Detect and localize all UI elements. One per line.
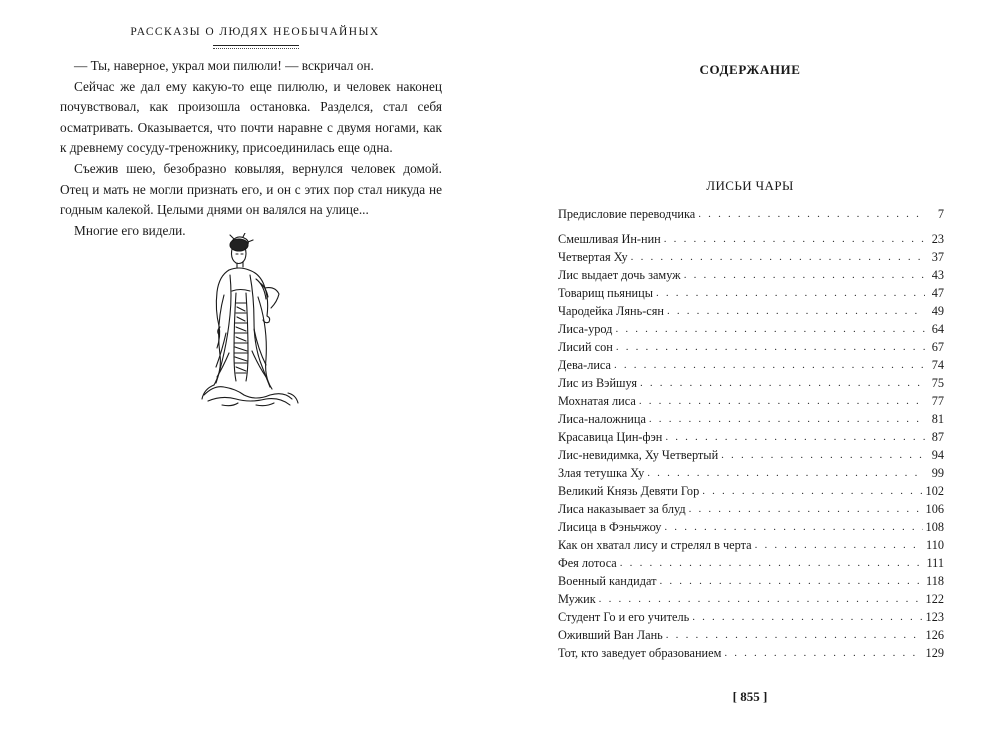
toc-entry-page: 67 [931, 340, 944, 354]
toc-entry-page: 64 [931, 322, 944, 336]
toc-entry-title: Фея лотоса [558, 556, 617, 570]
toc-entry-title: Лиса наказывает за блуд [558, 502, 686, 516]
toc-entry-page: 49 [931, 304, 944, 318]
body-text [60, 56, 442, 241]
toc-entry-title: Лисий сон [558, 340, 613, 354]
dot-leader [599, 591, 923, 607]
toc-entry-title: Лиса-наложница [558, 412, 646, 426]
toc-entry [558, 373, 944, 391]
dot-leader [664, 231, 925, 247]
toc-entry [558, 589, 944, 607]
page-number: [ 855 ] [732, 689, 768, 704]
dot-leader [689, 501, 923, 517]
toc-entry [558, 445, 944, 463]
toc-entry-page: 23 [931, 232, 944, 246]
dot-leader [640, 375, 925, 391]
toc-entry-page: 99 [931, 466, 944, 480]
toc-entry [558, 427, 944, 445]
toc-entry-title: Лиса-урод [558, 322, 613, 336]
toc-entry-page: 110 [926, 538, 944, 552]
toc-entry-page: 108 [925, 520, 944, 534]
toc-entry-title: Мужик [558, 592, 596, 606]
toc-entry-page: 118 [926, 574, 944, 588]
toc-entry [558, 643, 944, 661]
toc-entry [558, 204, 944, 222]
toc-entry-page: 106 [925, 502, 944, 516]
woman-figure-illustration [196, 233, 306, 411]
toc-entry-title: Тот, кто заведует образованием [558, 646, 722, 660]
dot-leader [639, 393, 925, 409]
dot-leader [659, 573, 923, 589]
toc-entry-title: Дева-лиса [558, 358, 611, 372]
dot-leader [755, 537, 923, 553]
toc-entry [558, 625, 944, 643]
paragraph: Многие его видели. [74, 222, 186, 238]
toc-entry [558, 319, 944, 337]
toc-entry [558, 247, 944, 265]
toc-entry-page: 87 [931, 430, 944, 444]
dot-leader [684, 267, 925, 283]
dot-leader [649, 411, 925, 427]
toc-entry-title: Смешливая Ин-нин [558, 232, 661, 246]
toc-entry [558, 463, 944, 481]
dot-leader [614, 357, 925, 373]
toc-entry [558, 265, 944, 283]
dot-leader [631, 249, 925, 265]
toc-entry-title: Лис из Вэйшуя [558, 376, 637, 390]
dot-leader [721, 447, 925, 463]
toc-entry [558, 517, 944, 535]
toc-entry-title: Лисица в Фэньчжоу [558, 520, 662, 534]
paragraph: Сейчас же дал ему какую-то еще пилюлю, и человек наконец почувствовал, как произошла остановка. Разделся, стал себя осматривать. Оказывается, что почти наравне с двумя ногами, как к древнему сосуду-треножнику, присоединилась еще одна. [60, 78, 442, 156]
toc-entry-page: 43 [931, 268, 944, 282]
toc-entry-title: Лис-невидимка, Ху Четвертый [558, 448, 719, 462]
toc-entry-page: 94 [931, 448, 944, 462]
toc-entry-title: Как он хватал лису и стрелял в черта [558, 538, 752, 552]
toc-entry [558, 229, 944, 247]
toc-entry-title: Мохнатая лиса [558, 394, 636, 408]
toc-section-title: ЛИСЬИ ЧАРЫ [706, 178, 794, 193]
dot-leader [666, 627, 923, 643]
dot-leader [647, 465, 925, 481]
dot-leader [616, 339, 925, 355]
toc-entry-title: Злая тетушка Ху [558, 466, 645, 480]
dot-leader [620, 555, 924, 571]
dot-leader [615, 321, 925, 337]
running-head: РАССКАЗЫ О ЛЮДЯХ НЕОБЫЧАЙНЫХ [130, 26, 380, 38]
head-rule [213, 45, 299, 46]
toc-entry-title: Красавица Цин-фэн [558, 430, 663, 444]
toc-entry [558, 283, 944, 301]
toc-entry [558, 337, 944, 355]
dot-leader [724, 645, 922, 661]
dot-leader [656, 285, 925, 301]
toc-entry-page: 37 [931, 250, 944, 264]
toc-entry-page: 102 [925, 484, 944, 498]
toc-entry-title: Лис выдает дочь замуж [558, 268, 681, 282]
toc-entry-page: 77 [931, 394, 944, 408]
dot-leader [692, 609, 922, 625]
toc-entry [558, 499, 944, 517]
toc-entry-title: Товарищ пьяницы [558, 286, 653, 300]
toc-entry [558, 355, 944, 373]
toc-entry-page: 123 [925, 610, 944, 624]
toc-entry-page: 129 [925, 646, 944, 660]
dot-leader [665, 429, 925, 445]
toc-title: СОДЕРЖАНИЕ [699, 62, 801, 77]
dot-leader [702, 483, 922, 499]
toc-entry-page: 7 [937, 207, 944, 221]
toc-entry-page: 81 [931, 412, 944, 426]
toc-entry-page: 111 [926, 556, 944, 570]
right-page [500, 0, 1000, 750]
dot-leader [664, 519, 922, 535]
paragraph: Съежив шею, безобразно ковыляя, вернулся человек домой. Отец и мать не могли признать его, и он с этих пор стал никуда не годным калекой. Целыми днями он валялся на улице... [60, 160, 442, 218]
toc-entry-title: Студент Го и его учитель [558, 610, 690, 624]
toc-entry-page: 74 [931, 358, 944, 372]
dot-leader [698, 206, 925, 222]
toc-entry [558, 301, 944, 319]
dot-leader [667, 303, 925, 319]
toc-entry-title: Оживший Ван Лань [558, 628, 663, 642]
toc-entry-page: 122 [925, 592, 944, 606]
toc-entry-page: 126 [925, 628, 944, 642]
toc-entry-page: 75 [931, 376, 944, 390]
toc-entry-title: Великий Князь Девяти Гор [558, 484, 700, 498]
toc-entry [558, 571, 944, 589]
toc-entry [558, 409, 944, 427]
toc-entry-title: Чародейка Лянь-сян [558, 304, 664, 318]
paragraph: — Ты, наверное, украл мои пилюли! — вскричал он. [74, 58, 374, 73]
toc-entry-title: Четвертая Ху [558, 250, 628, 264]
toc-entry [558, 391, 944, 409]
toc-entry-page: 47 [931, 286, 944, 300]
toc-entry [558, 607, 944, 625]
toc-entry-title: Военный кандидат [558, 574, 657, 588]
toc-entry [558, 553, 944, 571]
toc-entry [558, 535, 944, 553]
toc-entry-title: Предисловие переводчика [558, 207, 696, 221]
toc-entry [558, 481, 944, 499]
